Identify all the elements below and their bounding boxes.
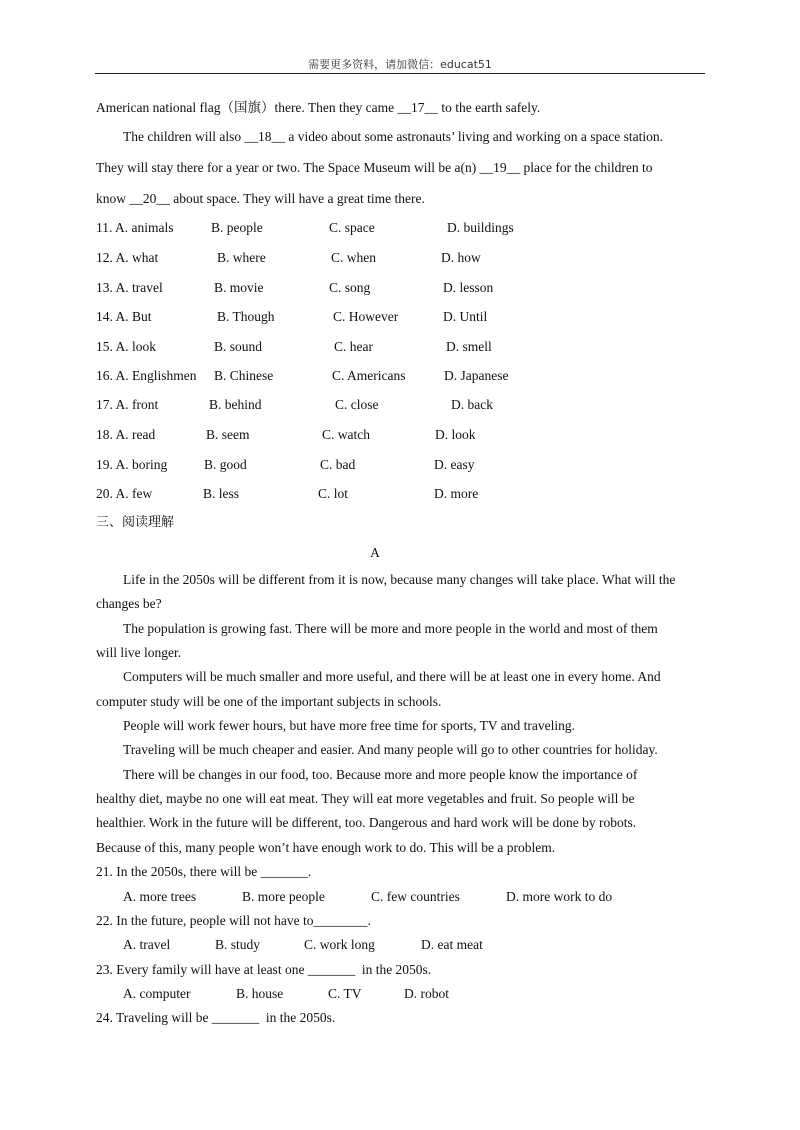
- cloze-q18-d: D. look: [435, 427, 476, 442]
- passage-line-11: healthier. Work in the future will be different, too. Dangerous and hard work will be done by robots.: [96, 815, 637, 830]
- passage-line-8: Traveling will be much cheaper and easier. And many people will go to other countries for holiday.: [123, 742, 658, 757]
- cloze-q16-d: D. Japanese: [444, 368, 509, 383]
- cloze-q17-b: B. behind: [209, 397, 262, 412]
- cloze-q20-c: C. lot: [318, 486, 349, 501]
- header-rule: [95, 73, 705, 74]
- cloze-q20-b: B. less: [203, 486, 240, 501]
- q22-option-b: B. study: [215, 937, 261, 952]
- cloze-q19-a: 19. A. boring: [96, 457, 168, 472]
- question-24-tail: in the 2050s.: [259, 1010, 336, 1025]
- cloze-q16-a: 16. A. Englishmen: [96, 368, 197, 383]
- cloze-q11-c: C. space: [329, 220, 375, 235]
- passage-label: A: [370, 545, 380, 560]
- passage-line-12: Because of this, many people won’t have enough work to do. This will be a problem.: [96, 840, 556, 855]
- cloze-q16-c: C. Americans: [332, 368, 406, 383]
- q21-option-b: B. more people: [242, 889, 325, 904]
- q22-option-a: A. travel: [123, 937, 171, 952]
- cloze-q12-a: 12. A. what: [96, 250, 159, 265]
- question-22-tail: .: [367, 913, 371, 928]
- cloze-q17-c: C. close: [335, 397, 379, 412]
- q22-option-c: C. work long: [304, 937, 375, 952]
- cloze-q19-d: D. easy: [434, 457, 475, 472]
- question-24: [96, 1010, 335, 1026]
- cloze-q18-b: B. seem: [206, 427, 250, 442]
- cloze-q18-a: 18. A. read: [96, 427, 156, 442]
- passage-line-2: changes be?: [96, 596, 162, 611]
- question-24-stem: 24. Traveling will be: [96, 1010, 212, 1025]
- cloze-q17-d: D. back: [451, 397, 493, 412]
- question-23-tail: in the 2050s.: [355, 962, 432, 977]
- passage-line-3: The population is growing fast. There will be more and more people in the world and most of them: [123, 621, 658, 636]
- cloze-q12-d: D. how: [441, 250, 481, 265]
- q22-option-d: D. eat meat: [421, 937, 483, 952]
- passage-line-6: computer study will be one of the important subjects in schools.: [96, 694, 442, 709]
- passage-line-10: healthy diet, maybe no one will eat meat. They will eat more vegetables and fruit. So people will be: [96, 791, 635, 806]
- cloze-q20-a: 20. A. few: [96, 486, 153, 501]
- q21-option-d: D. more work to do: [506, 889, 613, 904]
- q23-option-d: D. robot: [404, 986, 449, 1001]
- question-21-stem: 21. In the 2050s, there will be: [96, 864, 261, 879]
- q21-option-c: C. few countries: [371, 889, 460, 904]
- cloze-q15-c: C. hear: [334, 339, 373, 354]
- cloze-q12-b: B. where: [217, 250, 266, 265]
- cloze-q14-c: C. However: [333, 309, 399, 324]
- question-23: [96, 962, 431, 978]
- question-21: [96, 864, 311, 880]
- cloze-q14-d: D. Until: [443, 309, 488, 324]
- question-22-stem: 22. In the future, people will not have to: [96, 913, 314, 928]
- cloze-line-4: know __20__ about space. They will have a great time there.: [96, 191, 425, 206]
- question-21-tail: .: [307, 864, 312, 879]
- cloze-line-1: American national flag（国旗）there. Then they came __17__ to the earth safely.: [96, 100, 541, 115]
- question-24-blank: _______: [211, 1010, 260, 1025]
- cloze-line-2: The children will also __18__ a video about some astronauts’ living and working on a space station.: [123, 129, 664, 144]
- cloze-q15-a: 15. A. look: [96, 339, 157, 354]
- cloze-q14-a: 14. A. But: [96, 309, 152, 324]
- cloze-q15-d: D. smell: [446, 339, 492, 354]
- passage-line-5: Computers will be much smaller and more useful, and there will be at least one in every home. And: [123, 669, 661, 684]
- question-23-blank: _______: [307, 962, 356, 977]
- cloze-q13-d: D. lesson: [443, 280, 494, 295]
- q21-option-a: A. more trees: [123, 889, 197, 904]
- question-22: [96, 913, 371, 929]
- cloze-q14-b: B. Though: [217, 309, 275, 324]
- cloze-q18-c: C. watch: [322, 427, 370, 442]
- section-title: 三、阅读理解: [96, 515, 175, 530]
- passage-line-4: will live longer.: [96, 645, 182, 660]
- cloze-q17-a: 17. A. front: [96, 397, 159, 412]
- cloze-q13-c: C. song: [329, 280, 371, 295]
- question-22-blank: ________: [313, 913, 368, 928]
- cloze-q11-d: D. buildings: [447, 220, 514, 235]
- cloze-q15-b: B. sound: [214, 339, 263, 354]
- cloze-q13-b: B. movie: [214, 280, 264, 295]
- cloze-q11-a: 11. A. animals: [96, 220, 174, 235]
- page-header: 需要更多资料，请加微信：educat51: [308, 58, 492, 71]
- passage-line-1: Life in the 2050s will be different from it is now, because many changes will take place. What will the: [123, 572, 676, 587]
- q23-option-a: A. computer: [123, 986, 191, 1001]
- cloze-q12-c: C. when: [331, 250, 376, 265]
- cloze-q19-b: B. good: [204, 457, 247, 472]
- cloze-q13-a: 13. A. travel: [96, 280, 163, 295]
- cloze-line-3: They will stay there for a year or two. The Space Museum will be a(n) __19__ place for the children to: [96, 160, 653, 175]
- q23-option-b: B. house: [236, 986, 284, 1001]
- passage-line-7: People will work fewer hours, but have more free time for sports, TV and traveling.: [123, 718, 576, 733]
- cloze-q20-d: D. more: [434, 486, 479, 501]
- passage-line-9: There will be changes in our food, too. Because more and more people know the importance of: [123, 767, 638, 782]
- cloze-q16-b: B. Chinese: [214, 368, 274, 383]
- cloze-q19-c: C. bad: [320, 457, 356, 472]
- cloze-q11-b: B. people: [211, 220, 263, 235]
- question-21-blank: _______: [260, 864, 308, 879]
- q23-option-c: C. TV: [328, 986, 362, 1001]
- question-23-stem: 23. Every family will have at least one: [96, 962, 308, 977]
